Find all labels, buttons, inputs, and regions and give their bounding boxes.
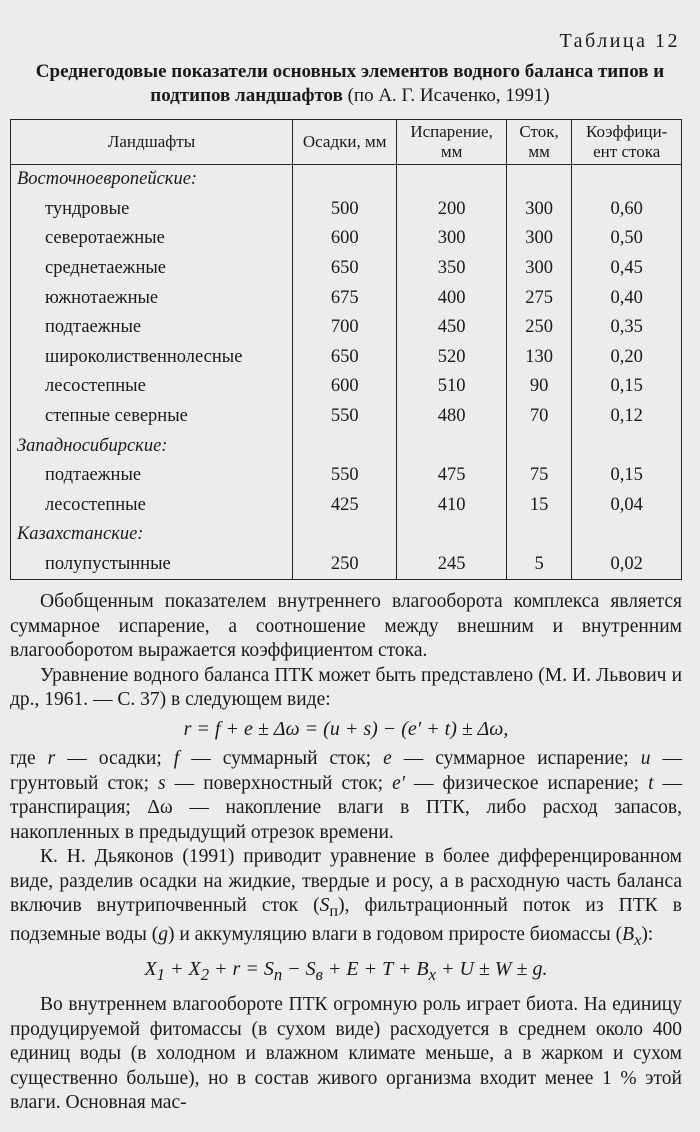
- value-cell: 400: [397, 283, 506, 313]
- table-caption: [0, 60, 700, 108]
- value-cell: 300: [506, 254, 572, 284]
- table-row: [11, 402, 682, 432]
- water-balance-table: [10, 119, 682, 580]
- landscape-cell: среднетаежные: [11, 254, 293, 284]
- caption-title: Среднегодовые показатели основных элементов водного баланса типов и подтипов ландшафтов: [35, 61, 665, 106]
- value-cell: 15: [506, 491, 572, 521]
- header-precip: Осадки, мм: [292, 120, 396, 165]
- body-text: [10, 590, 682, 1116]
- landscape-cell: тундровые: [11, 195, 293, 225]
- value-cell: 75: [506, 461, 572, 491]
- value-cell: 250: [506, 313, 572, 343]
- value-cell: 90: [506, 372, 572, 402]
- value-cell: 245: [397, 550, 506, 580]
- landscape-cell: подтаежные: [11, 313, 293, 343]
- empty-cell: [292, 431, 396, 461]
- group-label: Восточноевропейские:: [11, 165, 293, 195]
- value-cell: 0,35: [572, 313, 682, 343]
- value-cell: 5: [506, 550, 572, 580]
- value-cell: 300: [506, 224, 572, 254]
- value-cell: 520: [397, 343, 506, 373]
- paragraph: Уравнение водного баланса ПТК может быть представлено (М. И. Львович и др., 1961. — С. 37) в следующем виде:: [10, 664, 682, 710]
- landscape-cell: южнотаежные: [11, 283, 293, 313]
- formula-differentiated: $X_1 + X_2 + r = S_п - S_в + E + T + B_x + U \pm W \pm g$.: [144, 957, 548, 984]
- table-row: [11, 224, 682, 254]
- value-cell: 250: [292, 550, 396, 580]
- value-cell: 480: [397, 402, 506, 432]
- value-cell: 350: [397, 254, 506, 284]
- table-row: [11, 313, 682, 343]
- table-row: [11, 195, 682, 225]
- paragraph: где r — осадки; f — суммарный сток; e — суммарное испарение; u — грунтовый сток; s — поверхностный сток; e′ — физическое испарение; t — транспирация; Δω — накопление влаги в ПТК, либо расход запасов, накопленных в предыдущий отрезок времени.: [10, 748, 683, 843]
- value-cell: 70: [506, 402, 572, 432]
- value-cell: 550: [292, 402, 396, 432]
- landscape-cell: степные северные: [11, 402, 293, 432]
- empty-cell: [292, 165, 396, 195]
- empty-cell: [506, 520, 572, 550]
- value-cell: 0,15: [572, 461, 682, 491]
- group-label: Казахстанские:: [11, 520, 293, 550]
- landscape-cell: лесостепные: [11, 491, 293, 521]
- value-cell: 0,60: [572, 195, 682, 225]
- value-cell: 0,20: [572, 343, 682, 373]
- table-number: Таблица 12: [559, 30, 680, 52]
- value-cell: 450: [397, 313, 506, 343]
- value-cell: 650: [292, 343, 396, 373]
- value-cell: 675: [292, 283, 396, 313]
- value-cell: 475: [397, 461, 506, 491]
- value-cell: 0,02: [572, 550, 682, 580]
- table-group-row: [11, 431, 682, 461]
- value-cell: 500: [292, 195, 396, 225]
- value-cell: 425: [292, 491, 396, 521]
- empty-cell: [292, 520, 396, 550]
- table-row: [11, 372, 682, 402]
- value-cell: 0,04: [572, 491, 682, 521]
- empty-cell: [397, 165, 506, 195]
- empty-cell: [506, 165, 572, 195]
- table-row: [11, 491, 682, 521]
- value-cell: 0,12: [572, 402, 682, 432]
- value-cell: 200: [397, 195, 506, 225]
- header-evap: Испарение, мм: [397, 120, 506, 165]
- table-body: [11, 165, 682, 580]
- empty-cell: [572, 520, 682, 550]
- header-landscape: Ландшафты: [11, 120, 293, 165]
- table-row: [11, 254, 682, 284]
- header-runoff: Сток, мм: [506, 120, 572, 165]
- value-cell: 600: [292, 224, 396, 254]
- table-row: [11, 550, 682, 580]
- empty-cell: [572, 431, 682, 461]
- value-cell: 410: [397, 491, 506, 521]
- landscape-cell: лесостепные: [11, 372, 293, 402]
- landscape-cell: полупустынные: [11, 550, 293, 580]
- table-group-row: [11, 520, 682, 550]
- value-cell: 130: [506, 343, 572, 373]
- table-header-row: [11, 120, 682, 165]
- paragraph: Обобщенным показателем внутреннего влагооборота комплекса является суммарное испарение, а соотношение между внешним и внутренним влагооборотом выражается коэффициентом стока.: [10, 591, 682, 661]
- value-cell: 510: [397, 372, 506, 402]
- empty-cell: [397, 431, 506, 461]
- value-cell: 275: [506, 283, 572, 313]
- value-cell: 550: [292, 461, 396, 491]
- value-cell: 650: [292, 254, 396, 284]
- formula-water-balance: r = f + e ± Δω = (u + s) − (e′ + t) ± Δω,: [183, 717, 509, 740]
- empty-cell: [397, 520, 506, 550]
- value-cell: 300: [506, 195, 572, 225]
- value-cell: 700: [292, 313, 396, 343]
- value-cell: 0,50: [572, 224, 682, 254]
- value-cell: 600: [292, 372, 396, 402]
- table-group-row: [11, 165, 682, 195]
- table-row: [11, 343, 682, 373]
- paragraph: Во внутреннем влагообороте ПТК огромную роль играет биота. На единицу продуцируемой фитомассы (в сухом виде) расходуется в среднем около 400 единиц воды (в холодном и влажном климате меньше, а в жарком и сухом существенно больше), но в состав живого организма входит менее 1 % этой влаги. Основная мас-: [10, 994, 682, 1114]
- landscape-cell: подтаежные: [11, 461, 293, 491]
- table-row: [11, 283, 682, 313]
- value-cell: 0,40: [572, 283, 682, 313]
- landscape-cell: северотаежные: [11, 224, 293, 254]
- empty-cell: [506, 431, 572, 461]
- group-label: Западносибирские:: [11, 431, 293, 461]
- caption-reference: (по А. Г. Исаченко, 1991): [342, 85, 550, 106]
- paragraph: К. Н. Дьяконов (1991) приводит уравнение в более дифференцированном виде, разделив осадки на жидкие, твердые и росу, а в расходную часть баланса включив внутрипочвенный сток $(S_п)$, фильтрационный поток из ПТК в подземные воды (g) и аккумуляцию влаги в годовом приросте биомассы $(B_x)$:: [10, 846, 682, 950]
- value-cell: 0,15: [572, 372, 682, 402]
- landscape-cell: широколиственнолесные: [11, 343, 293, 373]
- table-row: [11, 461, 682, 491]
- value-cell: 0,45: [572, 254, 682, 284]
- header-coef: Коэффици- ент стока: [572, 120, 682, 165]
- value-cell: 300: [397, 224, 506, 254]
- empty-cell: [572, 165, 682, 195]
